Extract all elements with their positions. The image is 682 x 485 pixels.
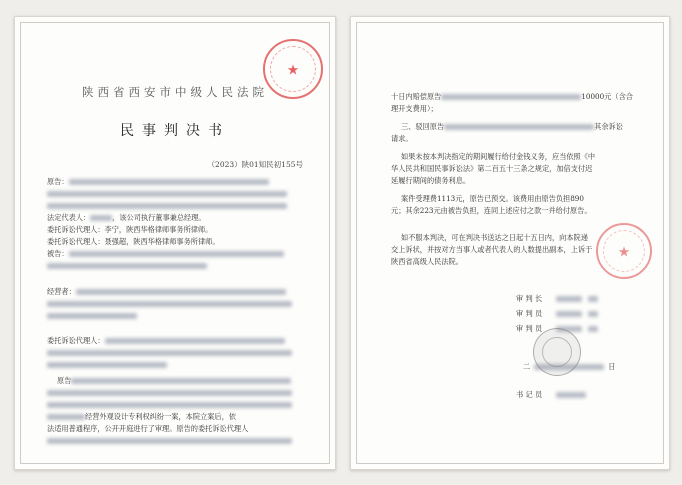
text-line xyxy=(47,298,292,310)
text-line: 经营者： xyxy=(47,286,286,298)
text-line: 案件受理费1113元，原告已预交。该费用由原告负担890 xyxy=(401,194,584,203)
text-line xyxy=(47,359,167,371)
text-line xyxy=(47,347,292,359)
judgment-page-2 xyxy=(350,16,670,470)
text-line: 理开支费用）； xyxy=(391,104,438,113)
document-number: （2023）陕01知民初155号 xyxy=(207,160,303,169)
text-line: 华人民共和国民事诉讼法》第二百五十三条之规定，加倍支付迟 xyxy=(391,164,593,173)
text-line: 陕西省高级人民法院。 xyxy=(391,257,463,266)
text-line: 交上诉状，并按对方当事人或者代表人的人数提出副本，上诉于 xyxy=(391,245,593,254)
national-emblem-stamp-icon xyxy=(533,328,581,376)
clerk-line: 书 记 员 xyxy=(516,389,586,401)
text-line: 法定代表人： ，该公司执行董事兼总经理。 xyxy=(47,213,206,222)
text-line: 经营外观设计专利权纠纷一案，本院立案后，依 xyxy=(47,411,236,423)
text-line: 延履行期间的债务利息。 xyxy=(391,176,471,185)
text-line: 如不服本判决，可在判决书送达之日起十五日内，向本院递 xyxy=(401,233,588,242)
judgment-date: 二 日 xyxy=(523,362,616,371)
court-name: 陕西省西安市中级人民法院 xyxy=(82,85,268,99)
signature-line xyxy=(516,308,598,320)
court-seal-icon: ★ xyxy=(263,39,323,99)
text-line xyxy=(47,200,287,212)
text-line xyxy=(47,435,292,447)
document-title: 民事判决书 xyxy=(120,123,230,139)
text-line: 委托诉讼代理人：聂强超，陕西华格律师事务所律师。 xyxy=(47,237,220,246)
signature-role: 审 判 长 xyxy=(516,294,543,303)
text-line: 元；其余223元由被告负担，连同上述应付之款一并给付原告。 xyxy=(391,206,592,215)
text-line xyxy=(47,260,207,272)
text-line: 十日内赔偿原告 10000元（含合 xyxy=(391,92,633,101)
text-line: 请求。 xyxy=(391,134,413,143)
signature-role: 审 判 员 xyxy=(516,309,543,318)
signature-role: 审 判 员 xyxy=(516,324,543,333)
text-line: 委托诉讼代理人：李宁，陕西华格律师事务所律师。 xyxy=(47,225,213,234)
text-line: 如果未按本判决指定的期间履行给付金钱义务，应当依照《中 xyxy=(401,152,596,161)
judgment-page-1 xyxy=(14,16,336,470)
text-line xyxy=(47,188,287,200)
text-line: 法适用普通程序，公开开庭进行了审理。原告的委托诉讼代理人 xyxy=(47,424,249,433)
signature-line xyxy=(516,293,598,305)
text-line: 原告： xyxy=(47,176,269,188)
text-line: 被告： xyxy=(47,248,284,260)
text-line xyxy=(47,387,292,399)
text-line: 三、驳回原告 其余诉讼 xyxy=(401,122,623,131)
text-line: 原告 xyxy=(57,375,291,387)
text-line xyxy=(47,310,137,322)
text-line: 委托诉讼代理人： xyxy=(47,335,285,347)
court-seal-icon: ★ xyxy=(596,223,652,279)
text-line xyxy=(47,399,292,411)
